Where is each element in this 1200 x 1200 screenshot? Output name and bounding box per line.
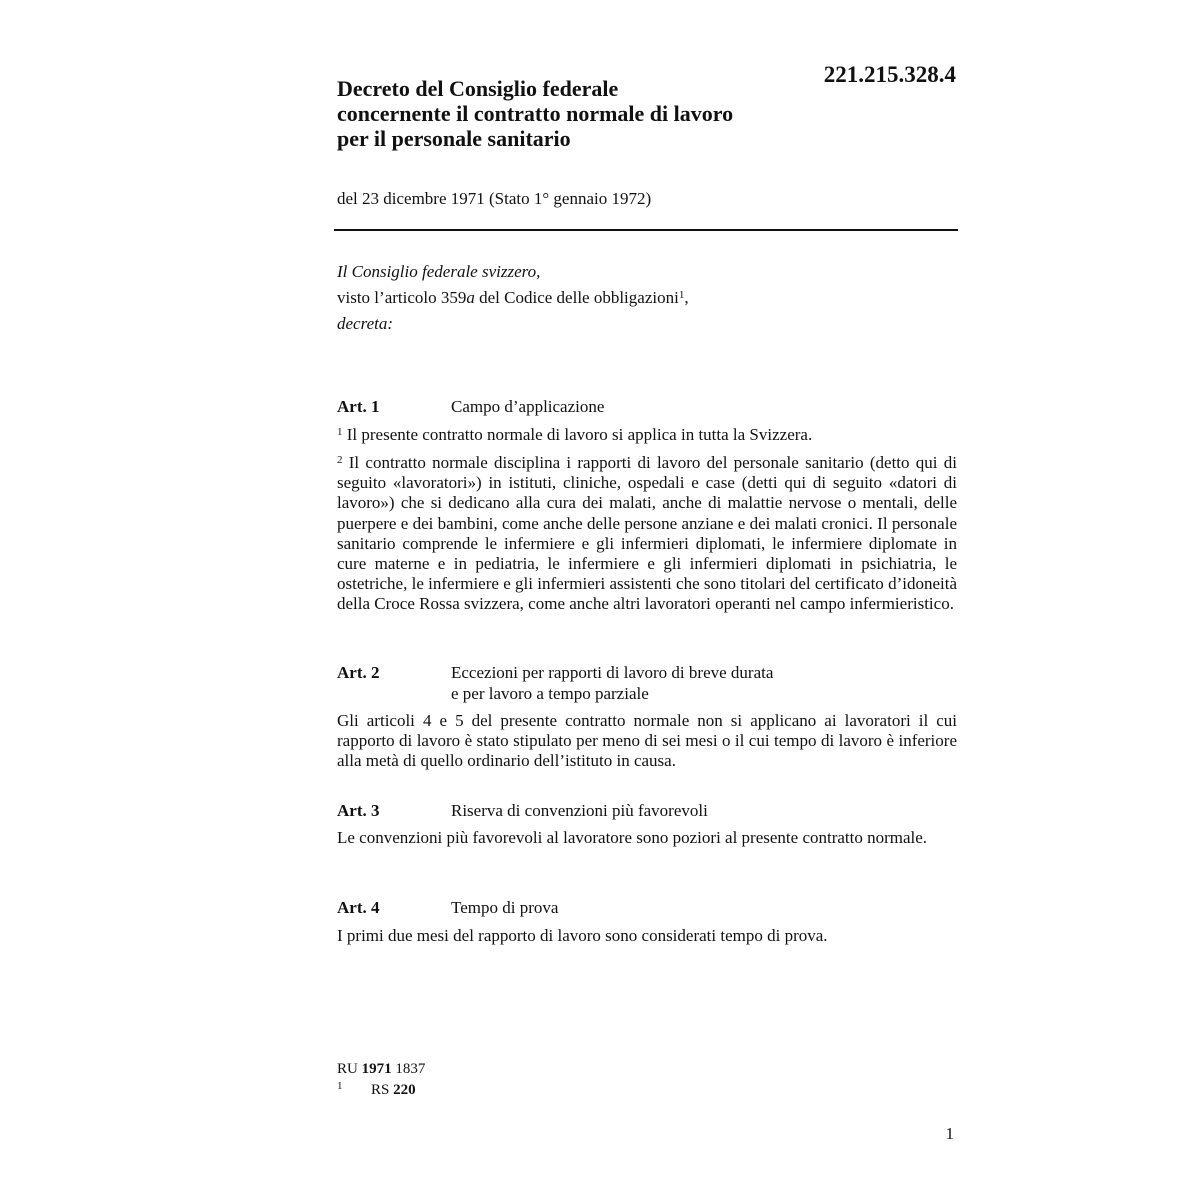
article-1-paragraph-1	[337, 425, 957, 445]
preamble-issuer: Il Consiglio federale svizzero,	[337, 262, 541, 281]
article-title-line: Eccezioni per rapporti di lavoro di breve durata	[451, 663, 774, 682]
paragraph-text: Il presente contratto normale di lavoro si applica in tutta la Svizzera.	[346, 425, 813, 444]
ru-prefix: RU	[337, 1061, 362, 1077]
footnote-prefix: RS	[371, 1082, 394, 1098]
official-compilation-reference	[337, 1059, 425, 1079]
article-title	[451, 800, 957, 821]
article-number: Art. 2	[337, 663, 380, 682]
ru-year: 1971	[361, 1061, 392, 1077]
article-title-line: Riserva di convenzioni più favorevoli	[451, 801, 708, 820]
footnote-value[interactable]: 220	[393, 1082, 416, 1098]
preamble-decreta: decreta:	[337, 314, 394, 333]
systematic-number: 221.215.328.4	[823, 62, 956, 87]
legal-basis-end: ,	[684, 288, 689, 307]
article-2-paragraph: Gli articoli 4 e 5 del presente contratto normale non si applicano ai lavoratori il cui rapporto di lavoro è stato stipulato per meno di sei mesi o il cui tempo di lavoro è inferiore alla metà di quello ordinario dell’istituto in causa.	[337, 711, 957, 771]
page-number: 1	[945, 1124, 954, 1143]
title-line: per il personale sanitario	[337, 126, 571, 151]
article-title	[451, 396, 957, 417]
footnote-reference[interactable]: 1	[678, 289, 685, 301]
article-number: Art. 3	[337, 801, 380, 820]
legal-basis-article-suffix: a	[466, 288, 475, 307]
article-1-paragraph-2	[337, 453, 957, 615]
document-title	[337, 76, 787, 151]
header-divider	[334, 229, 958, 231]
article-number: Art. 1	[337, 397, 380, 416]
article-title	[451, 897, 957, 918]
footnote: 1 RS 220	[337, 1080, 416, 1098]
title-line: Decreto del Consiglio federale	[337, 76, 619, 101]
paragraph-text: Il contratto normale disciplina i rapporti di lavoro del personale sanitario (detto qui di seguito «lavoratori») in istituti, cliniche, ospedali e case (detti qui di seguito «datori di lavoro») che si dedicano alla cura dei malati, anche di malattie nervose o mentali, delle puerpere e dei bambini, come anche delle persone anziane e dei malati cronici. Il personale sanitario comprende le infermiere e gli infermieri diplomati, le infermiere diplomate in cure materne e in pediatria, le infermiere e gli infermieri diplomati in psichiatria, le ostetriche, le infermiere e gli infermieri assistenti che sono titolari del certificato d’idoneità della Croce Rossa svizzera, come anche altri lavoratori operanti nel campo infermieristico.	[337, 453, 957, 614]
paragraph-number: 2	[337, 454, 343, 466]
document-date: del 23 dicembre 1971 (Stato 1° gennaio 1972)	[337, 189, 652, 208]
preamble-legal-basis	[337, 285, 957, 311]
article-3-paragraph: Le convenzioni più favorevoli al lavoratore sono poziori al presente contratto normale.	[337, 828, 928, 847]
article-title-line: Campo d’applicazione	[451, 397, 605, 416]
article-title-line: Tempo di prova	[451, 898, 559, 917]
legal-basis-middle: del Codice delle obbligazioni	[474, 288, 679, 307]
article-title	[451, 662, 957, 704]
article-4-paragraph: I primi due mesi del rapporto di lavoro sono considerati tempo di prova.	[337, 926, 828, 945]
title-line: concernente il contratto normale di lavoro	[337, 101, 734, 126]
paragraph-number: 1	[337, 426, 343, 438]
legal-basis-prefix: visto l’articolo 359	[337, 288, 467, 307]
preamble	[337, 259, 957, 337]
ru-page: 1837	[391, 1061, 426, 1077]
article-number: Art. 4	[337, 898, 380, 917]
article-title-line: e per lavoro a tempo parziale	[451, 684, 649, 703]
